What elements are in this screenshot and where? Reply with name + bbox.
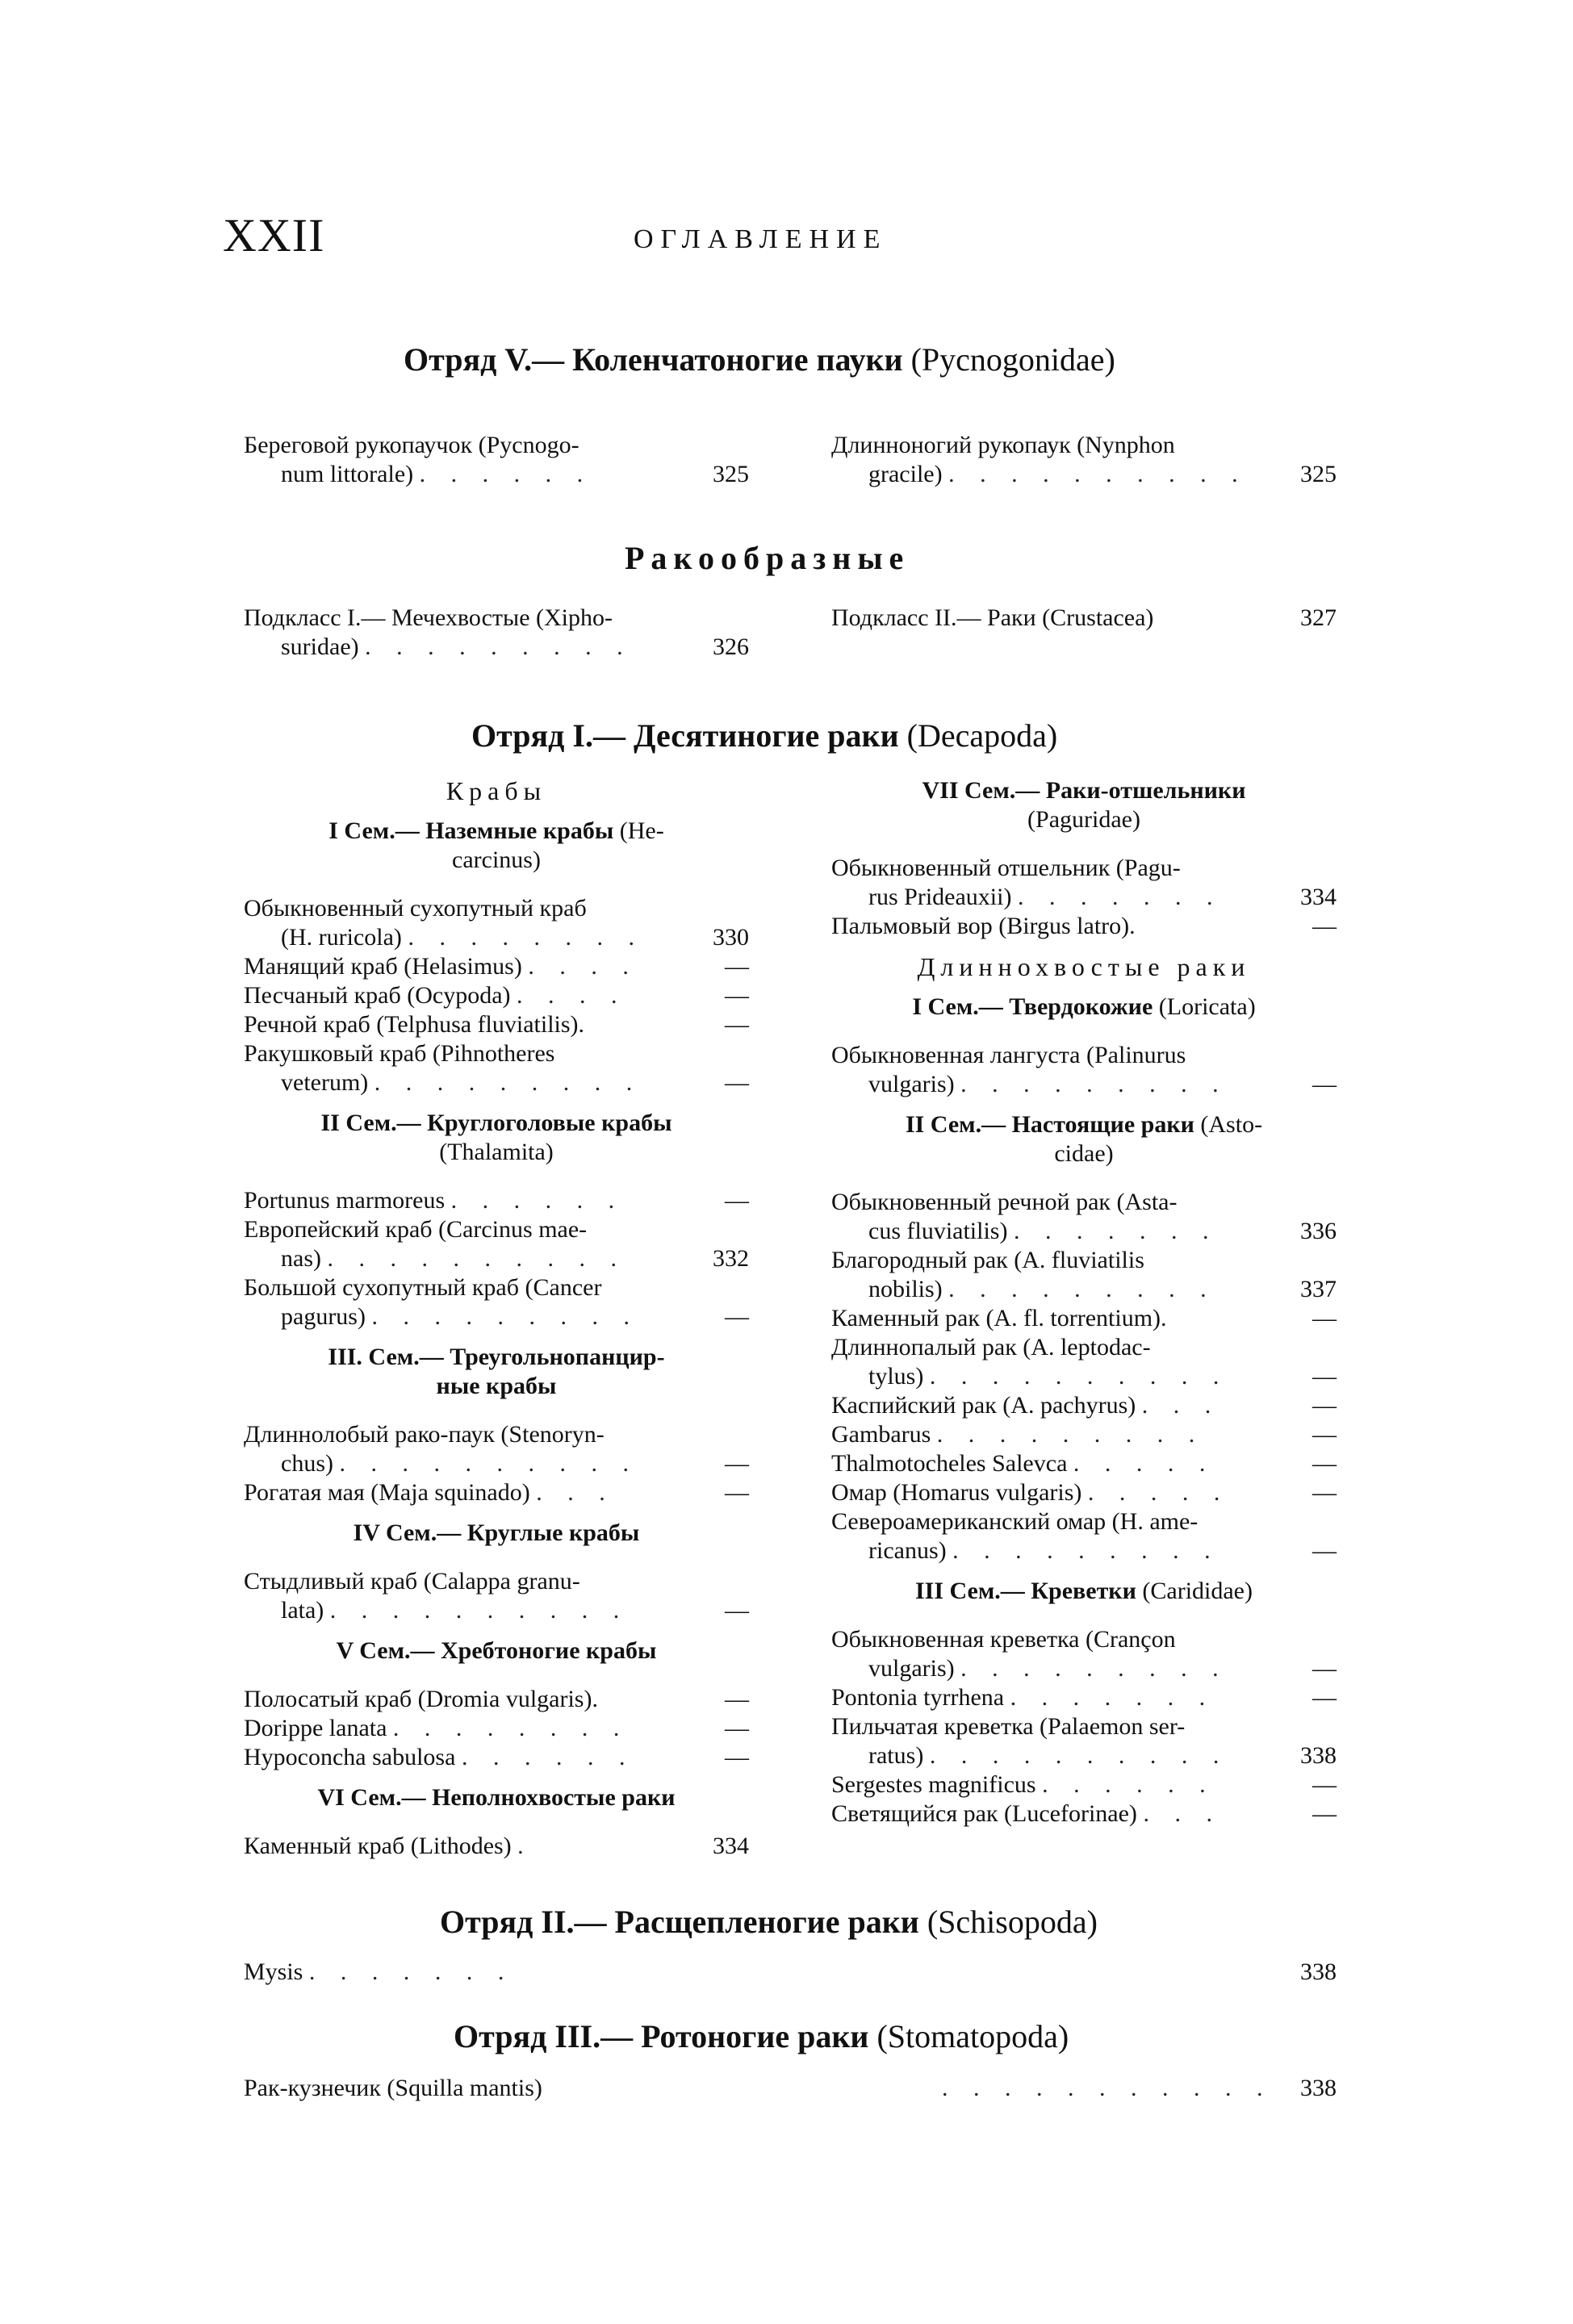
family-heading: III. Сем.— Треугольнопанцир- ные крабы bbox=[328, 1344, 665, 1399]
list-item: Sergestes magnificus . . . . . . — bbox=[831, 1771, 1337, 1798]
list-item: Светящийся рак (Luceforinae) . . . — bbox=[831, 1800, 1337, 1827]
subclass-2-entry: Подкласс II.— Раки (Crustacea) 327 bbox=[831, 604, 1337, 631]
list-item: Обыкновенный сухопутный краб (H. ruricola) . . . . . . . . 330 bbox=[244, 895, 749, 951]
list-item: Манящий краб (Helasimus) . . . . — bbox=[244, 953, 749, 980]
family-heading: VII Сем.— Раки-отшельники (Paguridae) bbox=[922, 777, 1246, 833]
section-title-crustacea: Ракообразные bbox=[625, 540, 910, 576]
list-item: Европейский краб (Carcinus mae- nas) . . . . . . . . . . 332 bbox=[244, 1216, 749, 1272]
list-item: Длиннолобый рако-паук (Stenoryn- chus) . . . . . . . . . . — bbox=[244, 1421, 749, 1477]
order-5-heading: Отряд V.— Коленчатоногие пауки (Pycnogonidae) bbox=[404, 341, 1115, 378]
list-item: Обыкновенная креветка (Crançon vulgaris) . . . . . . . . . — bbox=[831, 1626, 1337, 1682]
list-item: Pontonia tyrrhena . . . . . . . — bbox=[831, 1684, 1337, 1711]
list-item: Portunus marmoreus . . . . . . — bbox=[244, 1187, 749, 1214]
family-heading: VI Сем.— Неполнохвостые раки bbox=[317, 1784, 676, 1811]
list-item: Dorippe lanata . . . . . . . . — bbox=[244, 1715, 749, 1741]
list-item: Обыкновенный отшельник (Pagu- rus Prideauxii) . . . . . . . 334 bbox=[831, 855, 1337, 910]
list-item: Gambarus . . . . . . . . . — bbox=[831, 1421, 1337, 1448]
family-heading: I Сем.— Твердокожие (Loricata) bbox=[912, 993, 1256, 1020]
list-item: Большой сухопутный краб (Cancer pagurus) . . . . . . . . . — bbox=[244, 1274, 749, 1330]
longtail-heading: Длиннохвостые раки bbox=[917, 952, 1251, 981]
family-heading: IV Сем.— Круглые крабы bbox=[353, 1519, 640, 1546]
list-item: Благородный рак (A. fluviatilis nobilis) . . . . . . . . . 337 bbox=[831, 1247, 1337, 1302]
family-heading: II Сем.— Круглоголовые крабы (Thalamita) bbox=[320, 1110, 672, 1165]
list-item: Речной краб (Telphusa fluviatilis). — bbox=[244, 1011, 749, 1038]
list-item: Длиннопалый рак (A. leptodac- tylus) . . . . . . . . . . — bbox=[831, 1334, 1337, 1390]
left-column bbox=[244, 776, 749, 1861]
order-5-entry-right: Длинноногий рукопаук (Nynphon gracile) . . . . . . . . . . 325 bbox=[831, 432, 1337, 487]
list-item: Пильчатая креветка (Palaemon ser- ratus) . . . . . . . . . . 338 bbox=[831, 1713, 1337, 1769]
family-heading: III Сем.— Креветки (Carididae) bbox=[915, 1578, 1253, 1604]
list-item: Каменный рак (A. fl. torrentium). — bbox=[831, 1305, 1337, 1331]
list-item: Пальмовый вор (Birgus latro). — bbox=[831, 913, 1337, 939]
order-1-heading: Отряд I.— Десятиногие раки (Decapoda) bbox=[471, 717, 1058, 754]
list-item: Песчаный краб (Ocypoda) . . . . — bbox=[244, 982, 749, 1009]
list-item: Каменный краб (Lithodes) . 334 bbox=[244, 1833, 749, 1859]
order-5-entry-left: Береговой рукопаучок (Pycnogo- num littorale) . . . . . . 325 bbox=[244, 432, 749, 487]
list-item: Полосатый краб (Dromia vulgaris). — bbox=[244, 1686, 749, 1712]
list-item: Стыдливый краб (Calappa granu- lata) . . . . . . . . . . — bbox=[244, 1568, 749, 1624]
order-3-entry: Рак-кузнечик (Squilla mantis) . . . . . . . . . . . 338 bbox=[244, 2075, 1337, 2101]
order-2-entry: Mysis . . . . . . . 338 bbox=[244, 1958, 1337, 1985]
family-heading: II Сем.— Настоящие раки (Asto- cidae) bbox=[905, 1111, 1263, 1167]
list-item: Каспийский рак (A. pachyrus) . . . — bbox=[831, 1392, 1337, 1419]
subclass-1-entry: Подкласс I.— Мечехвостые (Xipho- suridae) . . . . . . . . . 326 bbox=[244, 604, 749, 660]
page-number: XXII bbox=[223, 209, 325, 261]
order-3-heading: Отряд III.— Ротоногие раки (Stomatopoda) bbox=[454, 2018, 1069, 2054]
list-item: Обыкновенный речной рак (Asta- cus fluviatilis) . . . . . . . 336 bbox=[831, 1189, 1337, 1244]
list-item: Ракушковый краб (Pihnotheres veterum) . . . . . . . . . — bbox=[244, 1040, 749, 1096]
order-2-heading: Отряд II.— Расщепленогие раки (Schisopoda) bbox=[440, 1904, 1098, 1940]
family-heading: V Сем.— Хребтоногие крабы bbox=[336, 1637, 657, 1664]
crabs-heading: Крабы bbox=[446, 776, 547, 805]
family-heading: I Сем.— Наземные крабы (He- carcinus) bbox=[328, 817, 664, 873]
list-item: Рогатая мая (Maja squinado) . . . — bbox=[244, 1479, 749, 1506]
list-item: Обыкновенная лангуста (Palinurus vulgaris) . . . . . . . . . — bbox=[831, 1042, 1337, 1097]
list-item: Thalmotocheles Salevca . . . . . — bbox=[831, 1450, 1337, 1477]
right-column bbox=[831, 776, 1337, 1829]
list-item: Североамериканский омар (H. ame- ricanus) . . . . . . . . . — bbox=[831, 1508, 1337, 1564]
list-item: Омар (Homarus vulgaris) . . . . . — bbox=[831, 1479, 1337, 1506]
list-item: Hypoconcha sabulosa . . . . . . — bbox=[244, 1744, 749, 1770]
running-title: ОГЛАВЛЕНИЕ bbox=[634, 224, 888, 254]
